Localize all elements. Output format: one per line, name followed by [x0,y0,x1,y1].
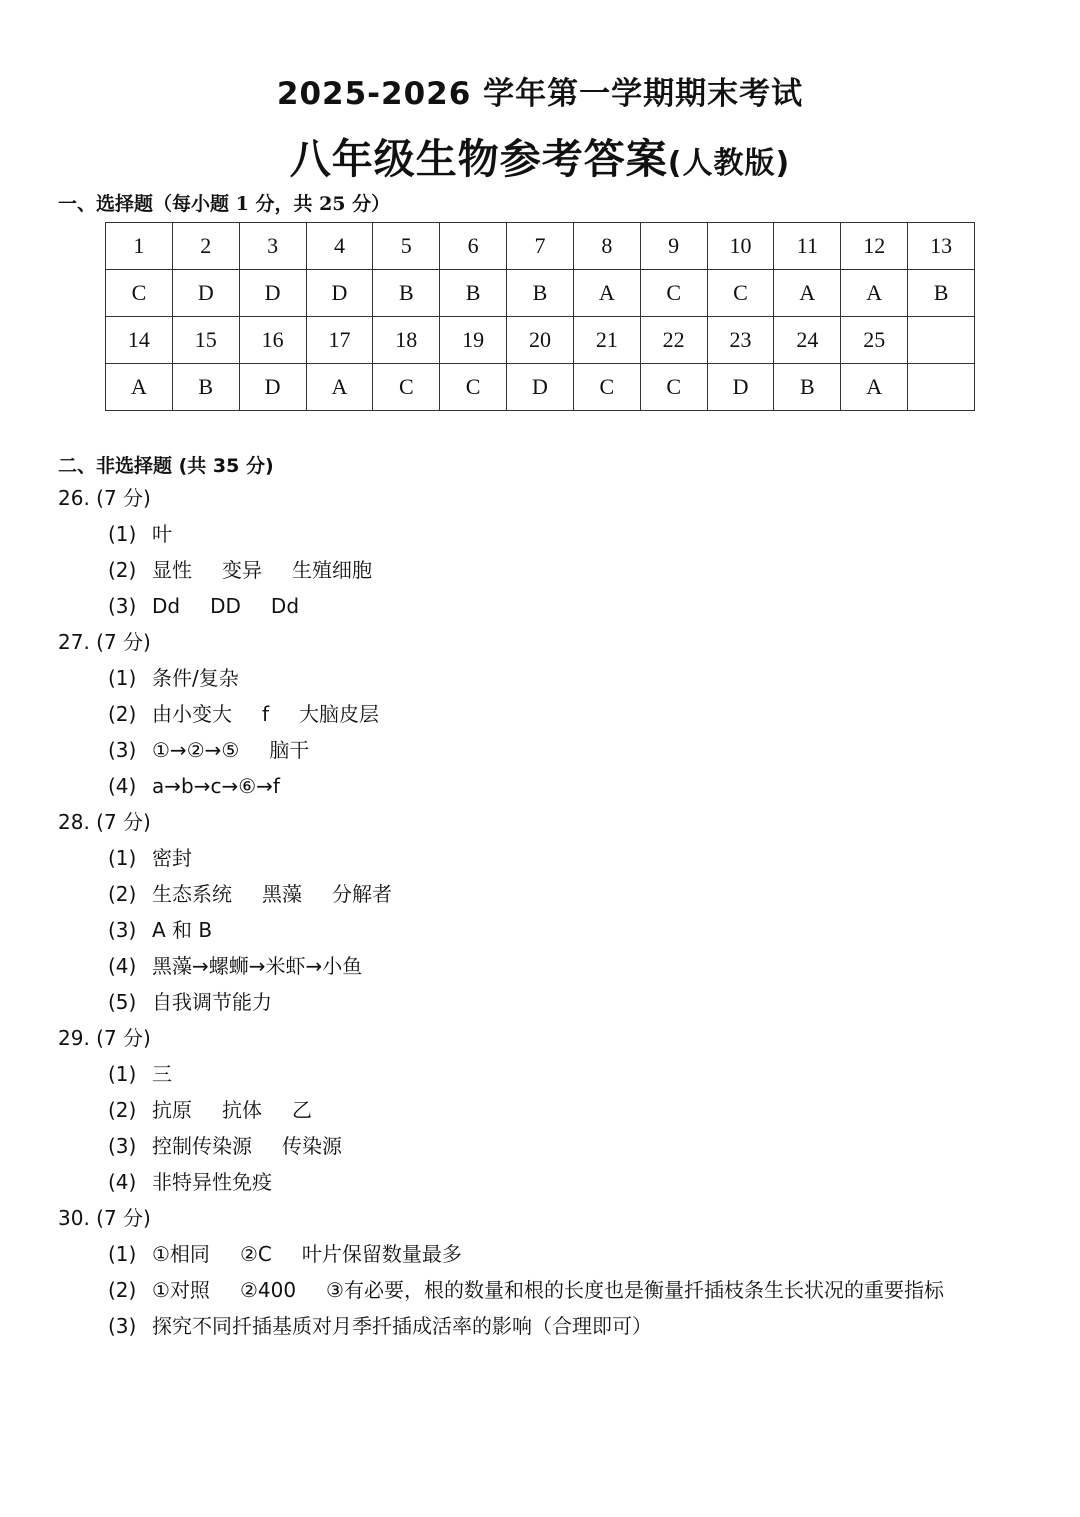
question-number-cell: 2 [172,223,239,270]
answer-cell: A [106,364,173,411]
section-heading-nonchoice: 二、非选择题 (共 35 分) [58,455,274,477]
sub-question-index: (1) [108,666,137,690]
answer-text: 乙 [292,1098,312,1122]
answer-text: ①对照 [152,1278,210,1302]
answer-cell: B [908,270,975,317]
sub-question-index: (1) [108,1062,137,1086]
answer-text: 自我调节能力 [152,990,272,1014]
sub-question-index: (4) [108,1170,137,1194]
answer-line [58,948,1048,984]
answer-line [58,732,1048,768]
answer-cell: B [507,270,574,317]
sub-question-index: (1) [108,846,137,870]
answer-cell: A [841,364,908,411]
answer-cell: A [306,364,373,411]
answer-row [106,364,975,411]
question-number-cell: 15 [172,317,239,364]
answer-cell: D [172,270,239,317]
sub-question-index: (4) [108,774,137,798]
question-block [58,624,1048,804]
question-number-cell: 20 [507,317,574,364]
answer-line [58,696,1048,732]
answer-cell: D [707,364,774,411]
question-number-cell: 25 [841,317,908,364]
answer-line [58,1236,1048,1272]
answer-text: 生殖细胞 [292,558,372,582]
sub-question-index: (3) [108,1134,137,1158]
answer-text: ①→②→⑤ [152,738,240,762]
question-block [58,1200,1048,1344]
question-number-cell: 9 [640,223,707,270]
answer-cell: A [573,270,640,317]
answer-text: 变异 [222,558,262,582]
question-number-cell: 23 [707,317,774,364]
exam-title: 2025-2026 学年第一学期期末考试 [276,76,804,112]
answer-text: ②400 [239,1278,297,1302]
question-number-cell: 19 [440,317,507,364]
answer-text: 探究不同扦插基质对月季扦插成活率的影响（合理即可） [152,1314,652,1338]
answer-line [58,768,1048,804]
sub-question-index: (3) [108,738,137,762]
answer-line [58,1092,1048,1128]
question-number-cell: 21 [573,317,640,364]
answer-cell: B [373,270,440,317]
subject-title: 八年级生物参考答案 [289,135,668,183]
section-heading-choice: 一、选择题（每小题 1 分，共 25 分） [58,193,391,215]
answer-cell [908,364,975,411]
question-number-cell: 13 [908,223,975,270]
answer-text: 大脑皮层 [299,702,380,726]
answer-line [58,660,1048,696]
sub-question-index: (2) [108,1278,137,1302]
answer-cell: B [172,364,239,411]
answer-text: 生态系统 [152,882,232,906]
sub-question-index: (5) [108,990,137,1014]
answer-text: f [262,702,270,726]
sub-question-index: (3) [108,918,137,942]
sub-question-index: (4) [108,954,137,978]
question-number-cell: 16 [239,317,306,364]
answer-line [58,1164,1048,1200]
question-number-cell: 10 [707,223,774,270]
answer-cell: C [640,364,707,411]
answer-text: 抗体 [222,1098,262,1122]
answer-text: 显性 [152,558,192,582]
answer-cell: A [841,270,908,317]
answer-text: 分解者 [332,882,392,906]
question-number-cell: 4 [306,223,373,270]
sub-question-index: (2) [108,882,137,906]
answer-cell: C [573,364,640,411]
sub-question-index: (1) [108,1242,137,1266]
question-number-row [106,223,975,270]
answer-cell: C [440,364,507,411]
question-number-cell: 24 [774,317,841,364]
answer-line [58,876,1048,912]
answer-text: 脑干 [269,738,310,762]
answer-line [58,588,1048,624]
answer-text: 条件/复杂 [152,666,239,690]
question-number-cell: 18 [373,317,440,364]
sub-question-index: (2) [108,1098,137,1122]
question-number-cell: 22 [640,317,707,364]
answer-cell: B [440,270,507,317]
answer-text: 叶 [152,522,172,546]
question-label: 29. (7 分) [58,1026,151,1050]
question-block [58,480,1048,624]
answer-key-title [0,126,1080,185]
answer-text: DD [210,594,241,618]
answer-line [58,1056,1048,1092]
question-block [58,1020,1048,1200]
answer-line [58,912,1048,948]
edition-label: (人教版) [667,146,791,181]
answer-text: a→b→c→⑥→f [152,774,280,798]
answer-line [58,552,1048,588]
answer-cell: B [774,364,841,411]
answer-cell: C [106,270,173,317]
question-number-cell: 7 [507,223,574,270]
answer-text: 非特异性免疫 [152,1170,272,1194]
question-number-cell: 11 [774,223,841,270]
answer-cell: C [707,270,774,317]
answer-text: 黑藻→螺蛳→米虾→小鱼 [152,954,363,978]
question-label: 28. (7 分) [58,810,151,834]
question-number-cell: 14 [106,317,173,364]
question-number-cell: 1 [106,223,173,270]
question-number-cell: 6 [440,223,507,270]
choice-answer-table [105,222,975,411]
answer-line [58,984,1048,1020]
question-label: 27. (7 分) [58,630,151,654]
answer-text: 控制传染源 [152,1134,252,1158]
answer-cell: D [507,364,574,411]
question-number-cell: 3 [239,223,306,270]
question-number-cell: 17 [306,317,373,364]
question-number-row [106,317,975,364]
sub-question-index: (2) [108,558,137,582]
answer-cell: C [640,270,707,317]
answer-text: 叶片保留数量最多 [301,1242,462,1266]
answer-text: 密封 [152,846,192,870]
sub-question-index: (2) [108,702,137,726]
answer-text: 黑藻 [262,882,302,906]
answer-cell: A [774,270,841,317]
answer-line [58,840,1048,876]
answer-row [106,270,975,317]
answer-line [58,1308,1048,1344]
question-label: 26. (7 分) [58,486,151,510]
answer-text: ③有必要，根的数量和根的长度也是衡量扦插枝条生长状况的重要指标 [326,1278,944,1302]
answer-cell: C [373,364,440,411]
answer-text: 抗原 [152,1098,192,1122]
question-number-cell: 5 [373,223,440,270]
answer-text: A 和 B [152,918,213,942]
sub-question-index: (3) [108,1314,137,1338]
answer-cell: D [306,270,373,317]
answer-cell: D [239,270,306,317]
answer-text: Dd [270,594,300,618]
question-number-cell: 8 [573,223,640,270]
question-block [58,804,1048,1020]
sub-question-index: (1) [108,522,137,546]
answer-text: Dd [152,594,181,618]
question-label: 30. (7 分) [58,1206,151,1230]
question-number-cell [908,317,975,364]
answer-line [58,516,1048,552]
answer-text: ②C [239,1242,272,1266]
question-number-cell: 12 [841,223,908,270]
answer-text: 三 [152,1062,172,1086]
answer-line [58,1272,1048,1308]
sub-question-index: (3) [108,594,137,618]
nonchoice-answers [58,480,1048,1344]
answer-text: ①相同 [152,1242,210,1266]
answer-line [58,1128,1048,1164]
answer-cell: D [239,364,306,411]
answer-text: 由小变大 [152,702,232,726]
answer-text: 传染源 [282,1134,342,1158]
